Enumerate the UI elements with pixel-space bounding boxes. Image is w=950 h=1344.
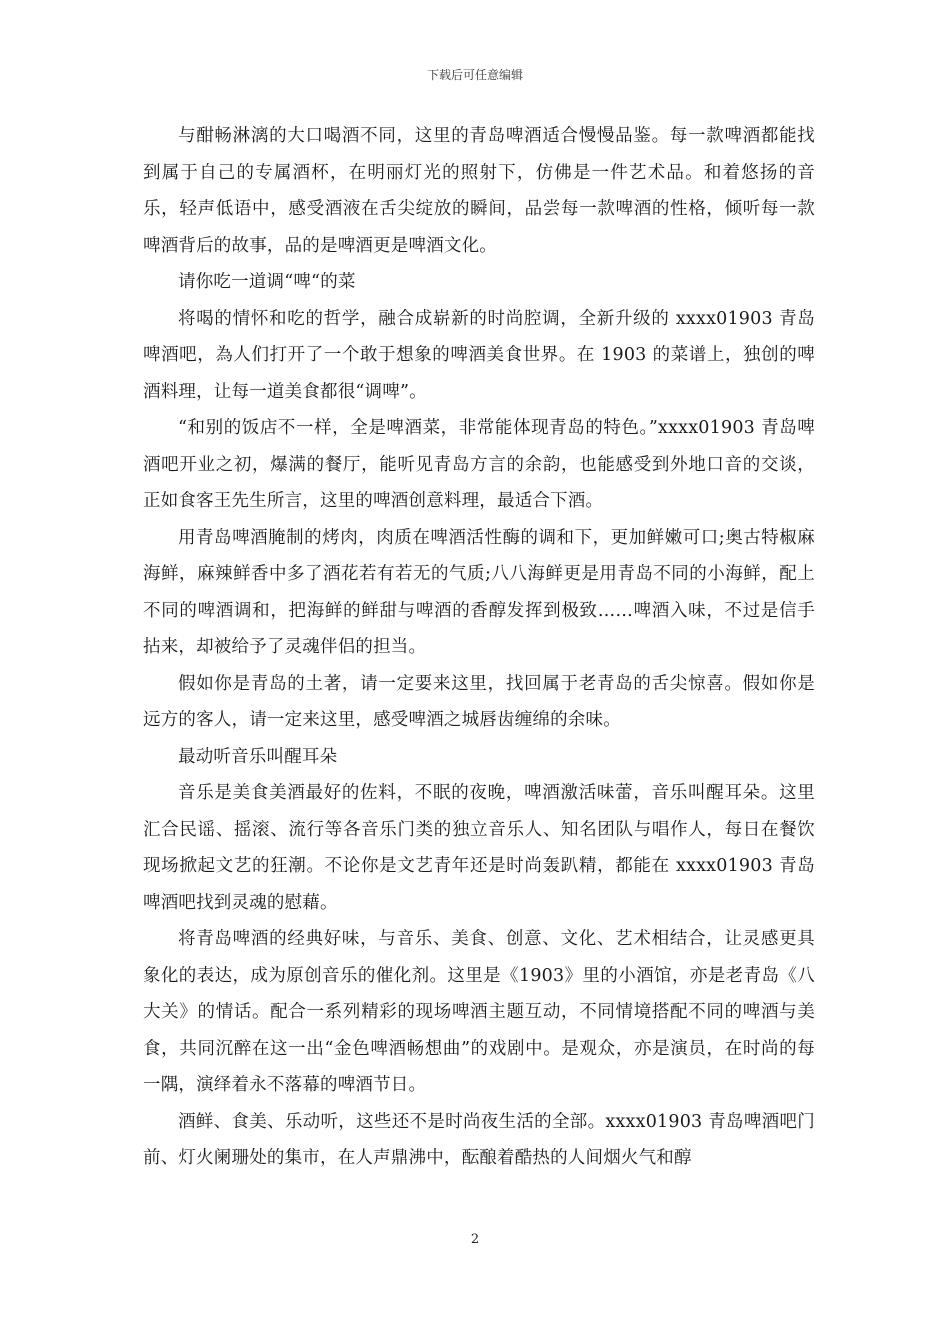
- paragraph-8: 酒鲜、食美、乐动听，这些还不是时尚夜生活的全部。xxxx01903 青岛啤酒吧门前、灯火阑珊处的集市，在人声鼎沸中，酝酿着酷热的人间烟火气和醇: [143, 1111, 815, 1168]
- paragraph-2: 将喝的情怀和吃的哲学，融合成崭新的时尚腔调，全新升级的 xxxx01903 青岛啤酒吧，為人们打开了一个敢于想象的啤酒美食世界。在 1903 的菜谱上，独创的啤酒料理，让每一道美食都很“调啤”。: [143, 308, 815, 402]
- paragraph-6: 音乐是美食美酒最好的佐料，不眠的夜晚，啤酒激活味蕾，音乐叫醒耳朵。这里汇合民谣、摇滚、流行等各音乐门类的独立音乐人、知名团队与唱作人，每日在餐饮现场掀起文艺的狂潮。不论你是文艺青年还是时尚轰趴精，都能在 xxxx01903 青岛啤酒吧找到灵魂的慰藉。: [143, 783, 815, 913]
- paragraph-5: 假如你是青岛的土著，请一定要来这里，找回属于老青岛的舌尖惊喜。假如你是远方的客人，请一定来这里，感受啤酒之城唇齿缠绵的余味。: [143, 673, 815, 730]
- document-body: [143, 118, 815, 1177]
- section-heading-pairing: 请你吃一道调“啤“的菜: [178, 272, 356, 292]
- section-heading-music: 最动听音乐叫醒耳朵: [178, 746, 338, 767]
- paragraph-4: 用青岛啤酒腌制的烤肉，肉质在啤酒活性酶的调和下，更加鲜嫩可口;奥古特椒麻海鲜，麻辣鲜香中多了酒花若有若无的气质;八八海鲜更是用青岛不同的小海鲜，配上不同的啤酒调和，把海鲜的鲜甜与啤酒的香醇发挥到极致……啤酒入味，不过是信手拈来，却被给予了灵魂伴侣的担当。: [143, 527, 815, 657]
- page-number: 2: [470, 1232, 480, 1247]
- paragraph-3: “和别的饭店不一样，全是啤酒菜，非常能体现青岛的特色。”xxxx01903 青岛啤酒吧开业之初，爆满的餐厅，能听见青岛方言的余韵，也能感受到外地口音的交谈，正如食客王先生所言，这里的啤酒创意料理，最适合下酒。: [143, 418, 815, 511]
- page-header: 下载后可任意编辑: [426, 68, 523, 82]
- paragraph-1: 与酣畅淋漓的大口喝酒不同，这里的青岛啤酒适合慢慢品鉴。每一款啤酒都能找到属于自己的专属酒杯，在明丽灯光的照射下，仿佛是一件艺术品。和着悠扬的音乐，轻声低语中，感受酒液在舌尖绽放的瞬间，品尝每一款啤酒的性格，倾听每一款啤酒背后的故事，品的是啤酒更是啤酒文化。: [143, 126, 815, 256]
- paragraph-7: 将青岛啤酒的经典好味，与音乐、美食、创意、文化、艺术相结合，让灵感更具象化的表达，成为原创音乐的催化剂。这里是《1903》里的小酒馆，亦是老青岛《八大关》的情话。配合一系列精彩的现场啤酒主题互动，不同情境搭配不同的啤酒与美食，共同沉醉在这一出“金色啤酒畅想曲”的戏剧中。是观众，亦是演员，在时尚的每一隅，演绎着永不落幕的啤酒节日。: [143, 929, 815, 1095]
